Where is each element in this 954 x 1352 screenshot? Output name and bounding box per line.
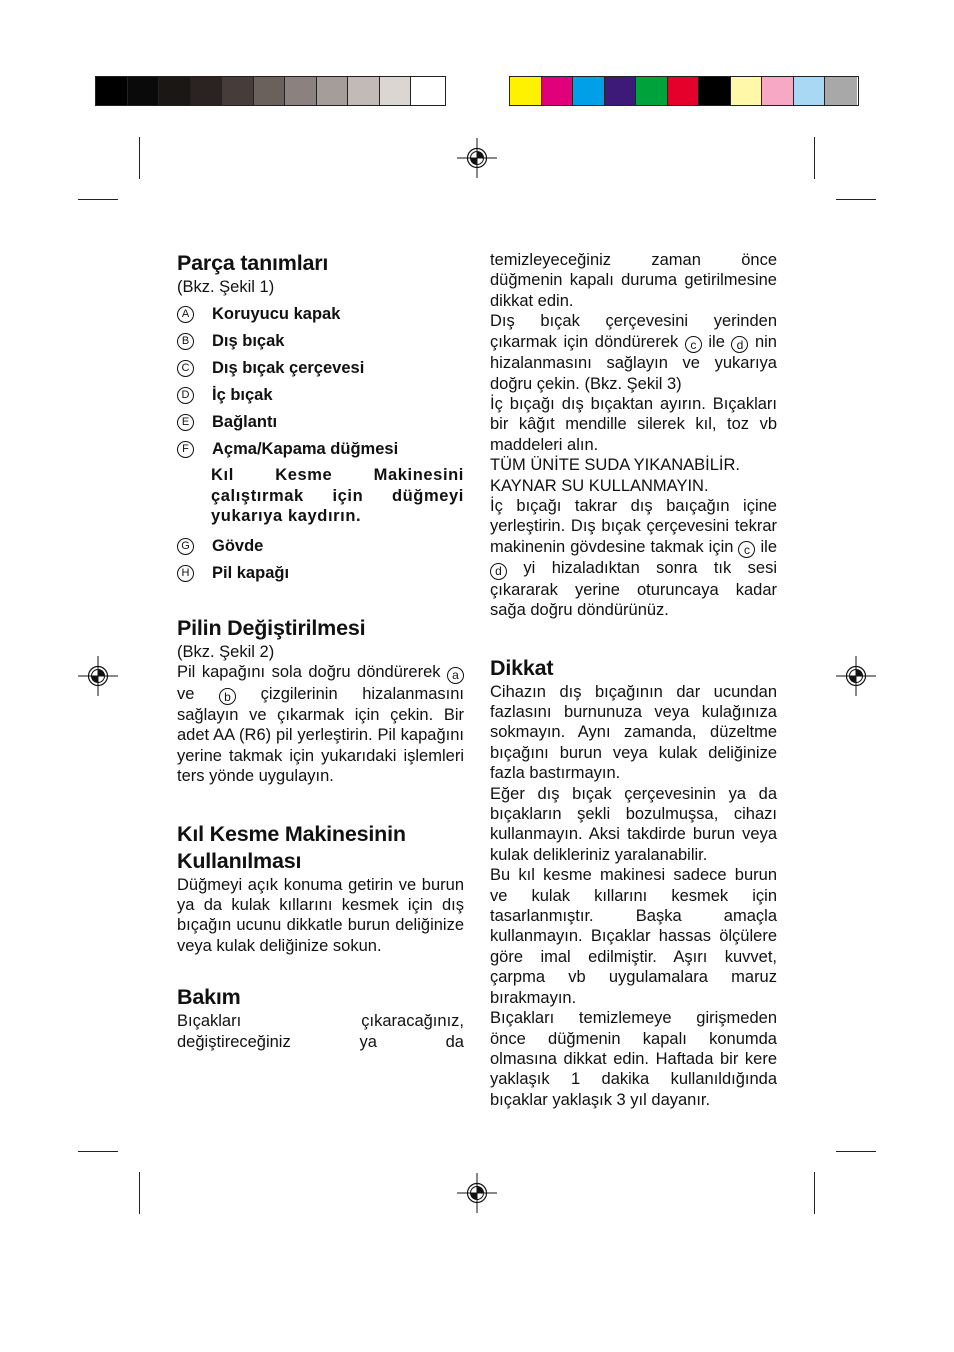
parts-list <box>177 301 464 586</box>
warning-text: Cihazın dış bıçağının dar ucundan fazlasını burnunuza veya kulağınıza sokmayın. Aynı zamanda, düzeltme bıçağını burun veya kulak deliğinize fazla bastırmayın. <box>490 682 777 783</box>
parts-title: Parça tanımları <box>177 251 329 275</box>
color-swatch <box>573 77 605 105</box>
circled-letter: B <box>177 333 194 350</box>
circled-letter: C <box>177 360 194 377</box>
care-reassembly <box>490 496 777 621</box>
circled-letter: c <box>685 336 702 353</box>
color-swatch <box>317 77 349 105</box>
part-label: Bağlantı <box>212 413 278 432</box>
color-swatch <box>285 77 317 105</box>
color-swatch <box>380 77 412 105</box>
battery-title: Pilin Değiştirilmesi <box>177 615 366 640</box>
warning-text: Bıçakları temizlemeye girişmeden önce düğmenin kapalı konumda olmasına dikkat edin. Haftada bir kere yaklaşık 1 dakika kullanıldığında bıçaklar yaklaşık 3 yıl dayanır. <box>490 1009 777 1109</box>
part-item <box>177 560 464 587</box>
color-swatch <box>128 77 160 105</box>
warning-text: Eğer dış bıçak çerçevesinin ya da bıçakların şekli bozulmuşsa, cihazı kullanmayın. Aksi takdirde burun veya kulak delikleriniz yaralanabilir. <box>490 784 777 864</box>
part-item <box>177 409 464 436</box>
color-swatch <box>254 77 286 105</box>
circled-letter: d <box>731 336 748 353</box>
right-column <box>490 250 777 1110</box>
color-swatch <box>699 77 731 105</box>
care-text-part: İç bıçağı takrar dış baıçağın içine yerleştirin. Dış bıçak çerçevesini tekrar makinenin gövdesine takmak için <box>490 496 777 556</box>
registration-mark-icon <box>78 656 118 696</box>
part-label: Dış bıçak çerçevesi <box>212 359 365 378</box>
color-swatch <box>510 77 542 105</box>
circled-letter: b <box>219 688 236 705</box>
warning-text: Bu kıl kesme makinesi sadece burun ve kulak kıllarını kesmek için tasarlanmıştır. Başka amaçla kullanmayın. Bıçaklar hassas ölçülere göre imal edilmiştir. Aşırı kuvvet, çarpma vb uygulamalara maruz bırakmayın. <box>490 866 777 1007</box>
left-column <box>177 250 464 1052</box>
part-label: Koruyucu kapak <box>212 305 341 324</box>
care-text: Bıçakları çıkaracağınız, değiştireceğiniz ya da <box>177 1012 464 1051</box>
registration-mark-icon <box>457 138 497 178</box>
color-swatch <box>762 77 794 105</box>
color-swatch <box>96 77 128 105</box>
color-swatch <box>411 77 443 105</box>
warning-title: Dikkat <box>490 655 554 680</box>
grayscale-calibration-bar <box>95 76 446 106</box>
color-swatch <box>825 77 857 105</box>
part-label: Dış bıçak <box>212 332 285 351</box>
color-swatch <box>222 77 254 105</box>
part-item <box>177 436 464 463</box>
color-swatch <box>668 77 700 105</box>
care-frame-removal <box>490 311 777 394</box>
usage-title-line1: Kıl Kesme Makinesinin <box>177 821 406 846</box>
registration-mark-icon <box>457 1173 497 1213</box>
care-text-continued: temizleyeceğiniz zaman önce düğmenin kapalı duruma getirilmesine dikkat edin. <box>490 251 777 310</box>
care-text-part: nin hizalanmasını sağlayın ve yukarıya doğru çekin. (Bkz. Şekil 3) <box>490 332 777 393</box>
care-blade-cleaning: İç bıçağı dış bıçaktan ayırın. Bıçakları bir kâğıt mendille silerek kıl, toz vb maddeleri alın. <box>490 394 777 454</box>
circled-letter: H <box>177 565 194 582</box>
care-text-part: Dış bıçak çerçevesini yerinden çıkarmak için döndürerek <box>490 312 777 351</box>
part-item <box>177 328 464 355</box>
part-item <box>177 301 464 328</box>
care-washable-note: TÜM ÜNİTE SUDA YIKANABİLİR. <box>490 456 740 475</box>
crop-mark <box>139 137 140 179</box>
care-text-part: ile <box>701 332 732 351</box>
crop-mark <box>836 199 876 200</box>
battery-text <box>177 662 464 787</box>
color-swatch <box>348 77 380 105</box>
circled-letter: A <box>177 306 194 323</box>
part-label: Pil kapağı <box>212 563 290 582</box>
circled-letter: d <box>490 563 507 580</box>
part-item <box>177 355 464 382</box>
color-swatch <box>542 77 574 105</box>
circled-letter: a <box>447 667 464 684</box>
color-swatch <box>794 77 826 105</box>
part-label: Açma/Kapama düğmesi <box>212 440 399 459</box>
registration-mark-icon <box>836 656 876 696</box>
usage-title-line2: Kullanılması <box>177 848 302 873</box>
care-no-boiling-note: KAYNAR SU KULLANMAYIN. <box>490 476 709 495</box>
crop-mark <box>836 1151 876 1152</box>
battery-figure-ref: (Bkz. Şekil 2) <box>177 642 275 661</box>
battery-text-part: çizgilerinin hizalanmasını sağlayın ve çıkarmak için çekin. Bir adet AA (R6) pil yerleştirin. Pil kapağını yerine takmak için yukarıdaki işlemleri ters yönde uygulayın. <box>177 684 464 786</box>
color-swatch <box>191 77 223 105</box>
color-swatch <box>159 77 191 105</box>
part-label: Gövde <box>212 536 264 555</box>
crop-mark <box>78 199 118 200</box>
crop-mark <box>139 1172 140 1214</box>
color-swatch <box>731 77 763 105</box>
circled-letter: c <box>738 541 755 558</box>
color-swatch <box>605 77 637 105</box>
crop-mark <box>78 1151 118 1152</box>
care-title: Bakım <box>177 985 241 1010</box>
parts-figure-ref: (Bkz. Şekil 1) <box>177 278 275 296</box>
part-item <box>177 382 464 409</box>
switch-note: Kıl Kesme Makinesini çalıştırmak için düğmeyi yukarıya kaydırın. <box>211 466 464 526</box>
care-text-part: yi hizaladıktan sonra tık sesi çıkararak yerine oturuncaya kadar sağa doğru döndürünüz. <box>490 559 777 620</box>
circled-letter: F <box>177 441 194 458</box>
color-swatch <box>636 77 668 105</box>
care-text-part: ile <box>755 537 777 556</box>
circled-letter: D <box>177 387 194 404</box>
part-label: İç bıçak <box>212 386 273 405</box>
crop-mark <box>814 1172 815 1214</box>
part-item <box>177 533 464 560</box>
battery-text-part: ve <box>177 684 220 703</box>
usage-text: Düğmeyi açık konuma getirin ve burun ya da kulak kıllarını kesmek için dış bıçağın ucunu dikkatle burun deliğinize veya kulak deliğinize sokun. <box>177 875 464 955</box>
color-calibration-bar <box>509 76 859 106</box>
battery-text-part: Pil kapağını sola doğru döndürerek <box>177 663 441 682</box>
crop-mark <box>814 137 815 179</box>
circled-letter: E <box>177 414 194 431</box>
circled-letter: G <box>177 538 194 555</box>
